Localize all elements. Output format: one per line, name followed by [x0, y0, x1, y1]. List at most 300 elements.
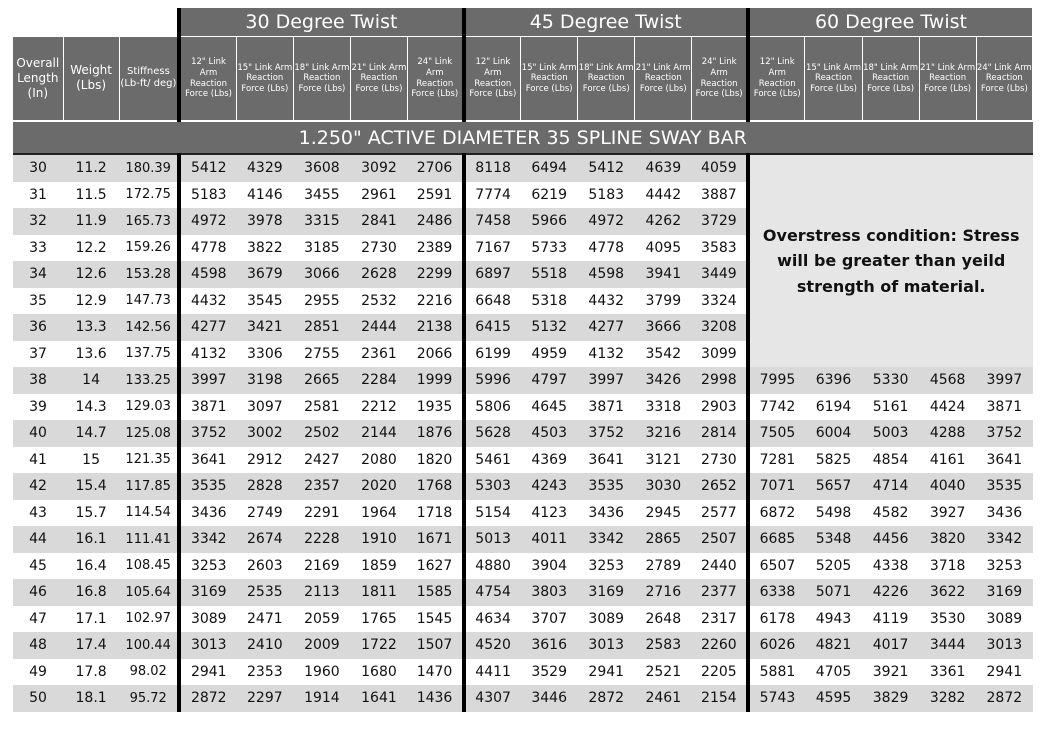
stiffness-cell: 172.75 — [119, 182, 179, 209]
force-cell: 4972 — [179, 208, 236, 235]
table-row — [13, 420, 1033, 447]
force-cell: 4520 — [464, 632, 521, 659]
force-cell: 1999 — [407, 367, 463, 394]
force-cell: 3707 — [521, 606, 578, 633]
stiffness-cell: 105.64 — [119, 579, 179, 606]
force-cell: 4277 — [179, 314, 236, 341]
table-row — [13, 500, 1033, 527]
weight-cell: 15.4 — [63, 473, 119, 500]
force-cell: 3253 — [179, 553, 236, 580]
weight-cell: 14 — [63, 367, 119, 394]
force-cell: 4943 — [805, 606, 862, 633]
stiffness-cell: 95.72 — [119, 685, 179, 712]
force-cell: 2212 — [350, 394, 407, 421]
force-cell: 3803 — [521, 579, 578, 606]
force-cell: 3904 — [521, 553, 578, 580]
force-cell: 2665 — [293, 367, 350, 394]
force-cell: 1722 — [350, 632, 407, 659]
force-cell: 4243 — [521, 473, 578, 500]
force-cell: 2648 — [635, 606, 692, 633]
table-row — [13, 526, 1033, 553]
force-cell: 3013 — [578, 632, 635, 659]
length-cell: 33 — [13, 235, 63, 262]
length-cell: 30 — [13, 154, 63, 182]
force-cell: 3535 — [976, 473, 1032, 500]
length-cell: 38 — [13, 367, 63, 394]
force-cell: 3871 — [578, 394, 635, 421]
table-row — [13, 447, 1033, 474]
force-cell: 5461 — [464, 447, 521, 474]
col-header-force: 24" Link Arm Reaction Force (Lbs) — [407, 37, 463, 122]
weight-cell: 12.6 — [63, 261, 119, 288]
col-header-force: 12" Link Arm Reaction Force (Lbs) — [748, 37, 805, 122]
stiffness-cell: 114.54 — [119, 500, 179, 527]
force-cell: 3752 — [578, 420, 635, 447]
force-cell: 2851 — [293, 314, 350, 341]
stiffness-cell: 121.35 — [119, 447, 179, 474]
col-header-force: 21" Link Arm Reaction Force (Lbs) — [635, 37, 692, 122]
force-cell: 3641 — [976, 447, 1032, 474]
force-cell: 2317 — [692, 606, 748, 633]
force-cell: 3666 — [635, 314, 692, 341]
length-cell: 31 — [13, 182, 63, 209]
force-cell: 4288 — [919, 420, 976, 447]
force-cell: 3729 — [692, 208, 748, 235]
force-cell: 2284 — [350, 367, 407, 394]
length-cell: 43 — [13, 500, 63, 527]
weight-cell: 12.9 — [63, 288, 119, 315]
force-cell: 4146 — [236, 182, 293, 209]
force-cell: 2297 — [236, 685, 293, 712]
force-cell: 2730 — [692, 447, 748, 474]
force-cell: 4095 — [635, 235, 692, 262]
force-cell: 3545 — [236, 288, 293, 315]
force-cell: 1627 — [407, 553, 463, 580]
force-cell: 5498 — [805, 500, 862, 527]
stiffness-cell: 100.44 — [119, 632, 179, 659]
force-cell: 2998 — [692, 367, 748, 394]
force-cell: 6199 — [464, 341, 521, 368]
force-cell: 5996 — [464, 367, 521, 394]
force-cell: 4011 — [521, 526, 578, 553]
force-cell: 4132 — [578, 341, 635, 368]
force-cell: 2841 — [350, 208, 407, 235]
force-cell: 1470 — [407, 659, 463, 686]
stiffness-cell: 137.75 — [119, 341, 179, 368]
force-cell: 6338 — [748, 579, 805, 606]
force-cell: 2357 — [293, 473, 350, 500]
force-cell: 7281 — [748, 447, 805, 474]
force-cell: 2535 — [236, 579, 293, 606]
force-cell: 3282 — [919, 685, 976, 712]
force-cell: 3030 — [635, 473, 692, 500]
force-cell: 5183 — [179, 182, 236, 209]
force-cell: 3185 — [293, 235, 350, 262]
force-cell: 6026 — [748, 632, 805, 659]
force-cell: 3752 — [179, 420, 236, 447]
force-cell: 2591 — [407, 182, 463, 209]
stiffness-cell: 159.26 — [119, 235, 179, 262]
force-cell: 4123 — [521, 500, 578, 527]
force-cell: 1585 — [407, 579, 463, 606]
force-cell: 2814 — [692, 420, 748, 447]
length-cell: 40 — [13, 420, 63, 447]
force-cell: 5657 — [805, 473, 862, 500]
force-cell: 1964 — [350, 500, 407, 527]
force-cell: 5303 — [464, 473, 521, 500]
force-cell: 1436 — [407, 685, 463, 712]
weight-cell: 11.9 — [63, 208, 119, 235]
force-cell: 4432 — [578, 288, 635, 315]
table-row — [13, 473, 1033, 500]
length-cell: 36 — [13, 314, 63, 341]
group-30-degree: 30 Degree Twist — [179, 8, 463, 37]
force-cell: 3871 — [976, 394, 1032, 421]
stiffness-cell: 108.45 — [119, 553, 179, 580]
force-cell: 3013 — [976, 632, 1032, 659]
force-cell: 3444 — [919, 632, 976, 659]
force-cell: 5154 — [464, 500, 521, 527]
force-cell: 4226 — [862, 579, 919, 606]
force-cell: 4645 — [521, 394, 578, 421]
force-cell: 3342 — [976, 526, 1032, 553]
force-cell: 3641 — [179, 447, 236, 474]
force-cell: 1914 — [293, 685, 350, 712]
force-cell: 5733 — [521, 235, 578, 262]
force-cell: 3169 — [578, 579, 635, 606]
group-header-row — [13, 8, 1033, 37]
force-cell: 2872 — [976, 685, 1032, 712]
col-header-force: 12" Link Arm Reaction Force (Lbs) — [464, 37, 521, 122]
force-cell: 2912 — [236, 447, 293, 474]
table-row — [13, 579, 1033, 606]
force-cell: 3820 — [919, 526, 976, 553]
force-cell: 3679 — [236, 261, 293, 288]
force-cell: 3099 — [692, 341, 748, 368]
force-cell: 4503 — [521, 420, 578, 447]
weight-cell: 12.2 — [63, 235, 119, 262]
force-cell: 3529 — [521, 659, 578, 686]
force-cell: 5205 — [805, 553, 862, 580]
force-cell: 3622 — [919, 579, 976, 606]
force-cell: 4161 — [919, 447, 976, 474]
col-header-force: 21" Link Arm Reaction Force (Lbs) — [350, 37, 407, 122]
force-cell: 3342 — [179, 526, 236, 553]
force-cell: 3169 — [179, 579, 236, 606]
force-cell: 4598 — [578, 261, 635, 288]
force-cell: 4017 — [862, 632, 919, 659]
force-cell: 4411 — [464, 659, 521, 686]
force-cell: 3583 — [692, 235, 748, 262]
force-cell: 2080 — [350, 447, 407, 474]
force-cell: 5806 — [464, 394, 521, 421]
force-cell: 3253 — [578, 553, 635, 580]
force-cell: 2353 — [236, 659, 293, 686]
force-cell: 5071 — [805, 579, 862, 606]
force-cell: 2941 — [578, 659, 635, 686]
force-cell: 2749 — [236, 500, 293, 527]
force-cell: 2502 — [293, 420, 350, 447]
force-cell: 5161 — [862, 394, 919, 421]
col-header-force: 24" Link Arm Reaction Force (Lbs) — [692, 37, 748, 122]
force-cell: 7167 — [464, 235, 521, 262]
weight-cell: 14.7 — [63, 420, 119, 447]
force-cell: 4634 — [464, 606, 521, 633]
length-cell: 46 — [13, 579, 63, 606]
length-cell: 48 — [13, 632, 63, 659]
force-cell: 4778 — [578, 235, 635, 262]
force-cell: 6872 — [748, 500, 805, 527]
force-cell: 3449 — [692, 261, 748, 288]
force-cell: 4059 — [692, 154, 748, 182]
table-row — [13, 685, 1033, 712]
length-cell: 34 — [13, 261, 63, 288]
force-cell: 4598 — [179, 261, 236, 288]
length-cell: 45 — [13, 553, 63, 580]
force-cell: 3089 — [578, 606, 635, 633]
force-cell: 4338 — [862, 553, 919, 580]
force-cell: 4307 — [464, 685, 521, 712]
overstress-note: Overstress condition: Stress will be greater than yeild strength of material. — [748, 154, 1033, 367]
table-row — [13, 606, 1033, 633]
force-cell: 1935 — [407, 394, 463, 421]
force-cell: 3198 — [236, 367, 293, 394]
length-cell: 35 — [13, 288, 63, 315]
stiffness-cell: 98.02 — [119, 659, 179, 686]
force-cell: 3097 — [236, 394, 293, 421]
force-cell: 2652 — [692, 473, 748, 500]
force-cell: 4369 — [521, 447, 578, 474]
force-cell: 5743 — [748, 685, 805, 712]
force-cell: 4821 — [805, 632, 862, 659]
force-cell: 2169 — [293, 553, 350, 580]
force-cell: 2674 — [236, 526, 293, 553]
weight-cell: 13.6 — [63, 341, 119, 368]
force-cell: 3542 — [635, 341, 692, 368]
force-cell: 3361 — [919, 659, 976, 686]
force-cell: 4959 — [521, 341, 578, 368]
force-cell: 2066 — [407, 341, 463, 368]
force-cell: 2377 — [692, 579, 748, 606]
force-cell: 2730 — [350, 235, 407, 262]
force-cell: 4329 — [236, 154, 293, 182]
force-cell: 2440 — [692, 553, 748, 580]
stiffness-cell: 147.73 — [119, 288, 179, 315]
force-cell: 6178 — [748, 606, 805, 633]
force-cell: 2945 — [635, 500, 692, 527]
weight-cell: 15 — [63, 447, 119, 474]
force-cell: 5825 — [805, 447, 862, 474]
column-header-row — [13, 37, 1033, 122]
force-cell: 6415 — [464, 314, 521, 341]
force-cell: 2361 — [350, 341, 407, 368]
banner-row — [13, 121, 1033, 154]
force-cell: 3997 — [179, 367, 236, 394]
force-cell: 4705 — [805, 659, 862, 686]
force-cell: 3253 — [976, 553, 1032, 580]
length-cell: 41 — [13, 447, 63, 474]
force-cell: 2228 — [293, 526, 350, 553]
force-cell: 2020 — [350, 473, 407, 500]
stiffness-cell: 111.41 — [119, 526, 179, 553]
force-cell: 5132 — [521, 314, 578, 341]
force-cell: 3718 — [919, 553, 976, 580]
force-cell: 3455 — [293, 182, 350, 209]
weight-cell: 16.4 — [63, 553, 119, 580]
col-header-length: Overall Length (In) — [13, 37, 63, 122]
stiffness-cell: 153.28 — [119, 261, 179, 288]
length-cell: 44 — [13, 526, 63, 553]
force-cell: 4880 — [464, 553, 521, 580]
force-cell: 4262 — [635, 208, 692, 235]
force-cell: 4972 — [578, 208, 635, 235]
stiffness-cell: 129.03 — [119, 394, 179, 421]
col-header-force: 18" Link Arm Reaction Force (Lbs) — [862, 37, 919, 122]
table-row — [13, 394, 1033, 421]
col-header-force: 15" Link Arm Reaction Force (Lbs) — [805, 37, 862, 122]
force-cell: 2941 — [976, 659, 1032, 686]
force-cell: 2577 — [692, 500, 748, 527]
force-cell: 6396 — [805, 367, 862, 394]
force-cell: 3921 — [862, 659, 919, 686]
length-cell: 42 — [13, 473, 63, 500]
force-cell: 2828 — [236, 473, 293, 500]
force-cell: 5518 — [521, 261, 578, 288]
table-row — [13, 154, 1033, 182]
table-row — [13, 553, 1033, 580]
weight-cell: 13.3 — [63, 314, 119, 341]
force-cell: 3426 — [635, 367, 692, 394]
table-body — [13, 154, 1033, 712]
force-cell: 2903 — [692, 394, 748, 421]
force-cell: 3871 — [179, 394, 236, 421]
length-cell: 49 — [13, 659, 63, 686]
force-cell: 3436 — [179, 500, 236, 527]
force-cell: 3978 — [236, 208, 293, 235]
force-cell: 3306 — [236, 341, 293, 368]
length-cell: 37 — [13, 341, 63, 368]
force-cell: 3799 — [635, 288, 692, 315]
force-cell: 3121 — [635, 447, 692, 474]
force-cell: 2603 — [236, 553, 293, 580]
force-cell: 2138 — [407, 314, 463, 341]
force-cell: 2581 — [293, 394, 350, 421]
force-cell: 4119 — [862, 606, 919, 633]
force-cell: 1768 — [407, 473, 463, 500]
force-cell: 4714 — [862, 473, 919, 500]
force-cell: 5412 — [179, 154, 236, 182]
force-cell: 3927 — [919, 500, 976, 527]
force-cell: 4424 — [919, 394, 976, 421]
stiffness-cell: 180.39 — [119, 154, 179, 182]
force-cell: 1545 — [407, 606, 463, 633]
force-cell: 2872 — [578, 685, 635, 712]
force-cell: 3092 — [350, 154, 407, 182]
force-cell: 6194 — [805, 394, 862, 421]
length-cell: 50 — [13, 685, 63, 712]
force-cell: 1718 — [407, 500, 463, 527]
force-cell: 1876 — [407, 420, 463, 447]
force-cell: 6648 — [464, 288, 521, 315]
stiffness-cell: 117.85 — [119, 473, 179, 500]
force-cell: 3608 — [293, 154, 350, 182]
length-cell: 47 — [13, 606, 63, 633]
force-cell: 1641 — [350, 685, 407, 712]
force-cell: 4778 — [179, 235, 236, 262]
weight-cell: 15.7 — [63, 500, 119, 527]
force-cell: 2216 — [407, 288, 463, 315]
force-cell: 5412 — [578, 154, 635, 182]
table-row — [13, 367, 1033, 394]
col-header-force: 12" Link Arm Reaction Force (Lbs) — [179, 37, 236, 122]
force-cell: 2789 — [635, 553, 692, 580]
force-cell: 2260 — [692, 632, 748, 659]
force-cell: 2299 — [407, 261, 463, 288]
force-cell: 5348 — [805, 526, 862, 553]
force-cell: 5013 — [464, 526, 521, 553]
weight-cell: 16.1 — [63, 526, 119, 553]
weight-cell: 17.4 — [63, 632, 119, 659]
col-header-weight: Weight (Lbs) — [63, 37, 119, 122]
sway-bar-table-sheet — [13, 8, 1033, 712]
col-header-force: 24" Link Arm Reaction Force (Lbs) — [976, 37, 1032, 122]
force-cell: 7071 — [748, 473, 805, 500]
length-cell: 32 — [13, 208, 63, 235]
force-cell: 2471 — [236, 606, 293, 633]
force-cell: 4456 — [862, 526, 919, 553]
col-header-force: 18" Link Arm Reaction Force (Lbs) — [578, 37, 635, 122]
weight-cell: 11.2 — [63, 154, 119, 182]
force-cell: 2059 — [293, 606, 350, 633]
force-cell: 8118 — [464, 154, 521, 182]
force-cell: 3822 — [236, 235, 293, 262]
force-cell: 4040 — [919, 473, 976, 500]
force-cell: 3436 — [976, 500, 1032, 527]
force-cell: 3342 — [578, 526, 635, 553]
force-cell: 5318 — [521, 288, 578, 315]
force-cell: 3436 — [578, 500, 635, 527]
force-cell: 2444 — [350, 314, 407, 341]
col-header-force: 15" Link Arm Reaction Force (Lbs) — [521, 37, 578, 122]
force-cell: 6897 — [464, 261, 521, 288]
force-cell: 4639 — [635, 154, 692, 182]
force-cell: 2628 — [350, 261, 407, 288]
force-cell: 5183 — [578, 182, 635, 209]
blank-corner — [13, 8, 179, 37]
force-cell: 2941 — [179, 659, 236, 686]
force-cell: 7458 — [464, 208, 521, 235]
force-cell: 5003 — [862, 420, 919, 447]
table-row — [13, 659, 1033, 686]
force-cell: 4797 — [521, 367, 578, 394]
force-cell: 4277 — [578, 314, 635, 341]
force-cell: 4582 — [862, 500, 919, 527]
force-cell: 3530 — [919, 606, 976, 633]
force-cell: 2865 — [635, 526, 692, 553]
force-cell: 2205 — [692, 659, 748, 686]
weight-cell: 16.8 — [63, 579, 119, 606]
force-cell: 3324 — [692, 288, 748, 315]
force-cell: 3941 — [635, 261, 692, 288]
force-cell: 5330 — [862, 367, 919, 394]
force-cell: 2461 — [635, 685, 692, 712]
force-cell: 2583 — [635, 632, 692, 659]
weight-cell: 14.3 — [63, 394, 119, 421]
force-cell: 3002 — [236, 420, 293, 447]
force-cell: 4854 — [862, 447, 919, 474]
force-cell: 3887 — [692, 182, 748, 209]
weight-cell: 17.1 — [63, 606, 119, 633]
